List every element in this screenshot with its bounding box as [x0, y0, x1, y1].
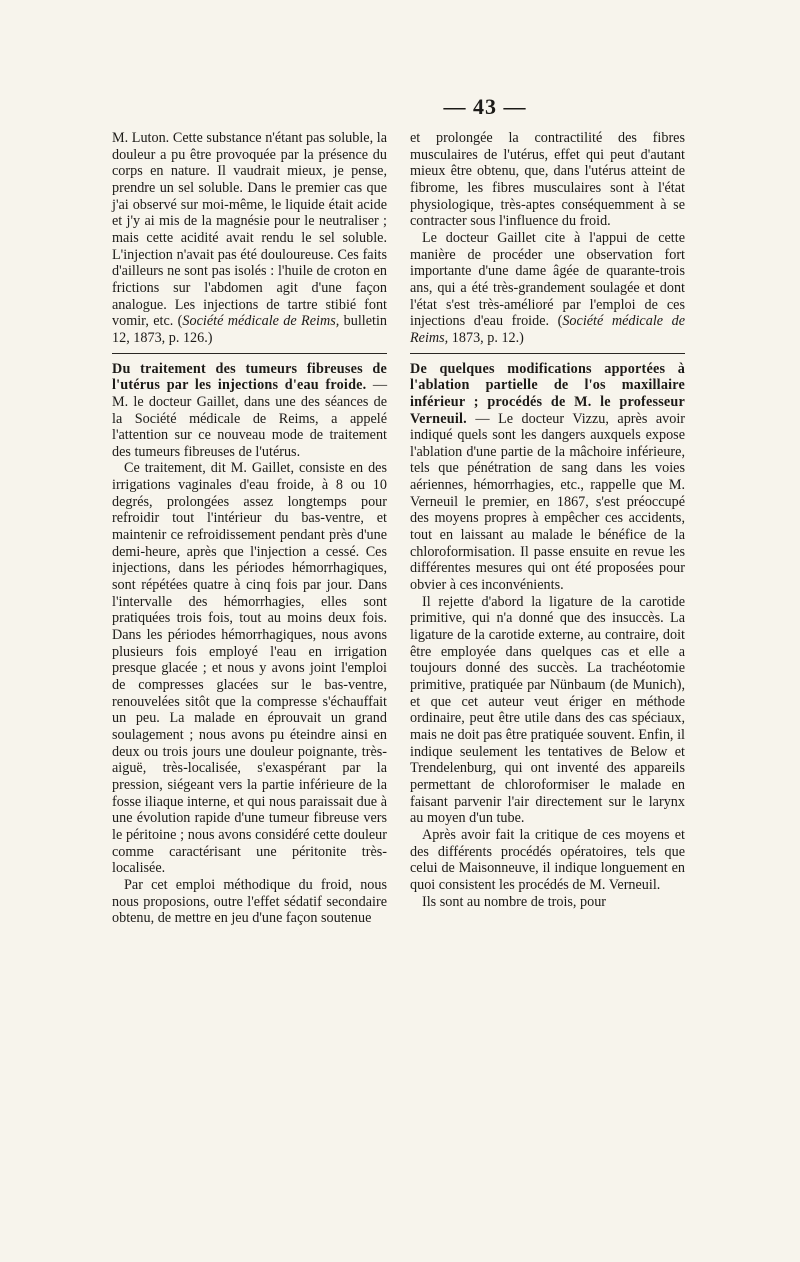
article-paragraph — [410, 361, 685, 594]
paragraph-text: M. Luton. Cette substance n'étant pas soluble, la douleur a pu être provoquée par la présence du corps en nature. Il vaudrait mieux, je pense, prendre un sel soluble. Dans le premier cas que j'ai observé sur moi-même, le liquide était acide et j'y ai mis de la magnésie pour le neutraliser ; mais cette acidité avait rendu le sel soluble. L'injection n'avait pas été douloureuse. Ces faits d'ailleurs ne sont pas isolés : l'huile de croton en frictions sur l'abdomen agit d'une façon analogue. Les injections de tartre stibié font vomir, etc. ( — [112, 130, 387, 330]
left-column — [112, 130, 387, 927]
page-number: — 43 — — [443, 94, 527, 119]
source-citation: Société médicale de Reims, — [182, 313, 340, 330]
source-citation: Société médicale de Reims, — [410, 313, 686, 346]
citation-tail: bulletin 12, 1873, p. 126.) — [112, 313, 387, 346]
right-column — [410, 130, 685, 910]
citation-tail: 1873, p. 12.) — [448, 329, 524, 346]
article-intro: — Le docteur Vizzu, après avoir indiqué quels sont les dangers auxquels expose l'ablation d'une partie de la mâchoire inférieure, tels que pénétration de sang dans les voies aériennes, hémorrhagies, etc., rappelle que M. Verneuil le premier, en 1867, s'est préoccupé des moyens propres à empêcher ces accidents, tout en laissant au malade le bénéfice de la chloroformisation. Il passe ensuite en revue les différentes mesures qui ont été proposées pour obvier à ces inconvénients. — [410, 410, 685, 594]
article-paragraph — [112, 361, 387, 461]
paragraph: Ce traitement, dit M. Gaillet, consiste en des irrigations vaginales d'eau froide, à 8 ou 10 degrés, prolongées assez longtemps pour refroidir tout l'intérieur du bas-ventre, et maintenir ce refroidissement pendant près d'une demi-heure, après que l'injection a cessé. Ces injections, dans les périodes hémorrhagiques, sont répétées quatre à cinq fois par jour. Dans l'intervalle des hémorrhagies, elles sont pratiquées trois fois, tout au moins deux fois. Dans les périodes hémorrhagiques, nous avons plusieurs fois employé l'eau en irrigation presque glacée ; et nous y avons joint l'emploi de compresses glacées sur le bas-ventre, renouvelées sitôt que la compresse s'échauffait un peu. La malade en éprouvait un grand soulagement ; nous avons pu éteindre ainsi en deux ou trois jours une douleur poignante, très-aiguë, très-localisée, s'exaspérant par la pression, siégeant vers la partie inférieure de la fosse iliaque interne, et qui nous paraissait due à une évolution rapide d'une tumeur fibreuse vers le péritoine ; nous avons considéré cette douleur comme caractérisant une péritonite très-localisée. — [112, 460, 387, 877]
paragraph: Par cet emploi méthodique du froid, nous nous proposions, outre l'effet sédatif secondaire obtenu, de mettre en jeu d'une façon soutenue — [112, 876, 387, 927]
paragraph — [410, 230, 685, 347]
section-rule — [112, 353, 387, 354]
paragraph — [112, 130, 387, 347]
paragraph: Ils sont au nombre de trois, pour — [422, 893, 607, 910]
section-rule — [410, 353, 685, 354]
paragraph: Après avoir fait la critique de ces moyens et des différents procédés opératoires, tels que celui de Maisonneuve, il indique longuement en quoi consistent les procédés de M. Verneuil. — [410, 826, 685, 893]
article-heading: De quelques modifications apportées à l'ablation partielle de l'os maxillaire inférieur ; procédés de M. le professeur Verneuil. — [410, 360, 685, 427]
paragraph-text: Le docteur Gaillet cite à l'appui de cette manière de procéder une observation fort importante d'une dame âgée de quarante-trois ans, qui a été très-grandement soulagée et dont l'état s'est très-amélioré par l'emploi de ces injections d'eau froide. ( — [410, 229, 685, 330]
article-intro: — M. le docteur Gaillet, dans une des séances de la Société médicale de Reims, a appelé l'attention sur ce nouveau mode de traitement des tumeurs fibreuses de l'utérus. — [112, 377, 387, 460]
paragraph: Il rejette d'abord la ligature de la carotide primitive, qui n'a donné que des insuccès. La ligature de la carotide externe, au contraire, doit être employée dans quelques cas et elle a toujours donné des succès. La trachéotomie primitive, pratiquée par Nünbaum (de Munich), et que cet auteur veut ériger en méthode ordinaire, peut être utile dans des cas spéciaux, mais ne doit pas être pratiquée souvent. Enfin, il indique seulement les tentatives de Below et Trendelenburg, qui ont inventé des appareils permettant de chloroformiser le malade en faisant parvenir l'air directement sur le larynx au moyen d'un tube. — [410, 593, 685, 827]
article-heading: Du traitement des tumeurs fibreuses de l'utérus par les injections d'eau froide. — [112, 360, 387, 394]
paragraph: et prolongée la contractilité des fibres musculaires de l'utérus, effet qui peut d'autant mieux être obtenu, que, dans l'utérus atteint de fibrome, les fibres musculaires sont à l'état physiologique, très-aptes conséquemment à se contracter sous l'influence du froid. — [410, 130, 685, 230]
